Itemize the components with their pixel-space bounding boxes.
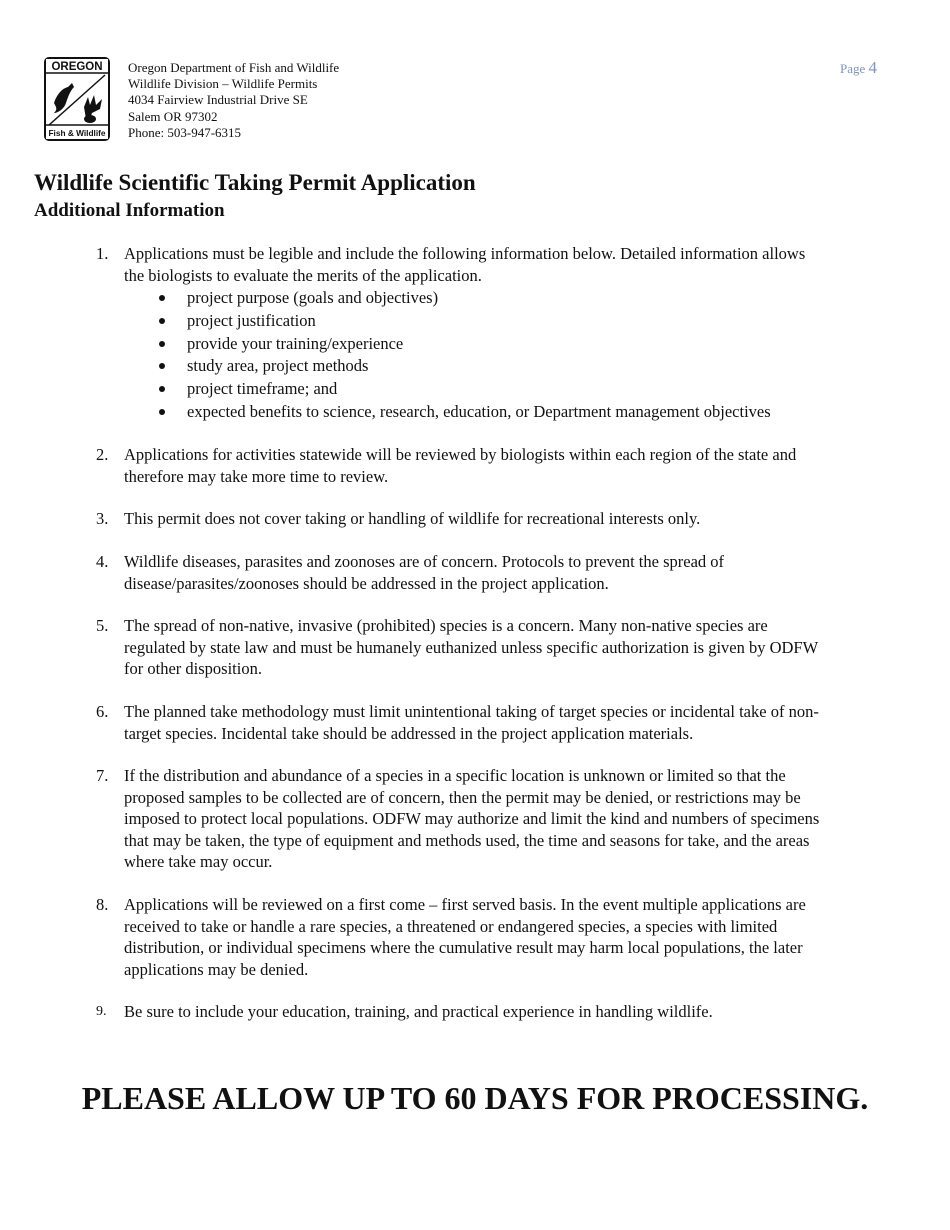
bullet-icon <box>159 409 165 415</box>
item-text-line: The spread of non-native, invasive (prohibited) species is a concern. Many non-native species are <box>124 616 768 635</box>
address-line: Salem OR 97302 <box>128 108 218 124</box>
logo-top-text: OREGON <box>51 61 103 73</box>
address-line: Wildlife Division – Wildlife Permits <box>128 76 318 92</box>
item-number: 7. <box>96 766 109 785</box>
item-number: 2. <box>96 445 109 464</box>
item-text-line: Applications for activities statewide will be reviewed by biologists within each region of the state and <box>124 445 797 464</box>
bullet-item <box>0 287 950 310</box>
item-text-line: The planned take methodology must limit unintentional taking of target species or incidental take of non- <box>124 702 819 721</box>
item-text-line: regulated by state law and must be humanely euthanized unless specific authorization is given by ODFW <box>124 637 819 657</box>
address-line: Phone: 503-947-6315 <box>128 124 242 140</box>
item-text-line: If the distribution and abundance of a species in a specific location is unknown or limited so that the <box>124 766 786 785</box>
item-number: 5. <box>96 616 109 635</box>
item-text-line: distribution, or individual specimens where the cumulative result may harm local populations, the later <box>124 938 803 957</box>
item-text-line: therefore may take more time to review. <box>124 466 389 486</box>
bullet-icon <box>159 295 165 301</box>
bullet-item <box>0 355 950 378</box>
bullet-item <box>0 333 950 356</box>
bullet-icon <box>159 318 165 324</box>
item-text-line: Wildlife diseases, parasites and zoonoses are of concern. Protocols to prevent the spread of <box>124 552 725 571</box>
bullet-item <box>0 310 950 333</box>
item-text-line: that may be taken, the type of equipment and methods used, the time and seasons for take, and the areas <box>124 830 810 850</box>
section-subtitle: Additional Information <box>34 200 225 221</box>
item-text-line: for other disposition. <box>124 659 262 678</box>
bullet-text: project timeframe; and <box>187 379 338 398</box>
logo-bottom-text: Fish & Wildlife <box>48 128 106 138</box>
item-text-line: the biologists to evaluate the merits of the application. <box>124 265 482 285</box>
item-number: 9. <box>96 1004 107 1019</box>
item-text-line: disease/parasites/zoonoses should be addressed in the project application. <box>124 573 609 593</box>
bullet-item <box>0 378 950 401</box>
item-number: 6. <box>96 702 109 721</box>
bullet-icon <box>159 363 165 369</box>
bullet-icon <box>159 341 165 347</box>
item-number: 1. <box>96 244 109 263</box>
item-number: 3. <box>96 509 109 528</box>
bullet-text: provide your training/experience <box>187 333 404 353</box>
item-text-line: proposed samples to be collected are of concern, then the permit may be denied, or restrictions may be <box>124 787 801 807</box>
address-line: 4034 Fairview Industrial Drive SE <box>128 92 308 108</box>
item-text-line: received to take or handle a rare species, a threatened or endangered species, a species with limited <box>124 916 778 936</box>
item-text-line: Applications must be legible and include the following information below. Detailed information allows <box>124 244 806 263</box>
document-title: Wildlife Scientific Taking Permit Application <box>34 170 476 195</box>
item-text-line: imposed to protect local populations. ODFW may authorize and limit the kind and numbers of specimens <box>124 809 820 828</box>
item-text-line: applications may be denied. <box>124 959 309 979</box>
item-text-line: Applications will be reviewed on a first come – first served basis. In the event multiple applications are <box>124 895 806 914</box>
item-text-line: This permit does not cover taking or handling of wildlife for recreational interests only. <box>124 509 701 528</box>
page-label: Page <box>840 61 866 76</box>
bullet-icon <box>159 386 165 392</box>
bullet-text: project justification <box>187 311 316 330</box>
bullet-text: project purpose (goals and objectives) <box>187 288 439 307</box>
item-number: 8. <box>96 895 109 914</box>
item-text-line: where take may occur. <box>124 852 273 871</box>
item-text-line: Be sure to include your education, training, and practical experience in handling wildlife. <box>124 1002 713 1021</box>
bullet-item <box>0 401 950 424</box>
item-text-line: target species. Incidental take should be addressed in the project application materials. <box>124 723 694 743</box>
page-number-value: 4 <box>868 58 878 77</box>
item-number: 4. <box>96 552 109 571</box>
bullet-text: study area, project methods <box>187 356 369 375</box>
processing-notice: PLEASE ALLOW UP TO 60 DAYS FOR PROCESSING. <box>81 1080 869 1116</box>
bullet-text: expected benefits to science, research, education, or Department management objectives <box>187 401 771 421</box>
address-line: Oregon Department of Fish and Wildlife <box>128 60 340 75</box>
